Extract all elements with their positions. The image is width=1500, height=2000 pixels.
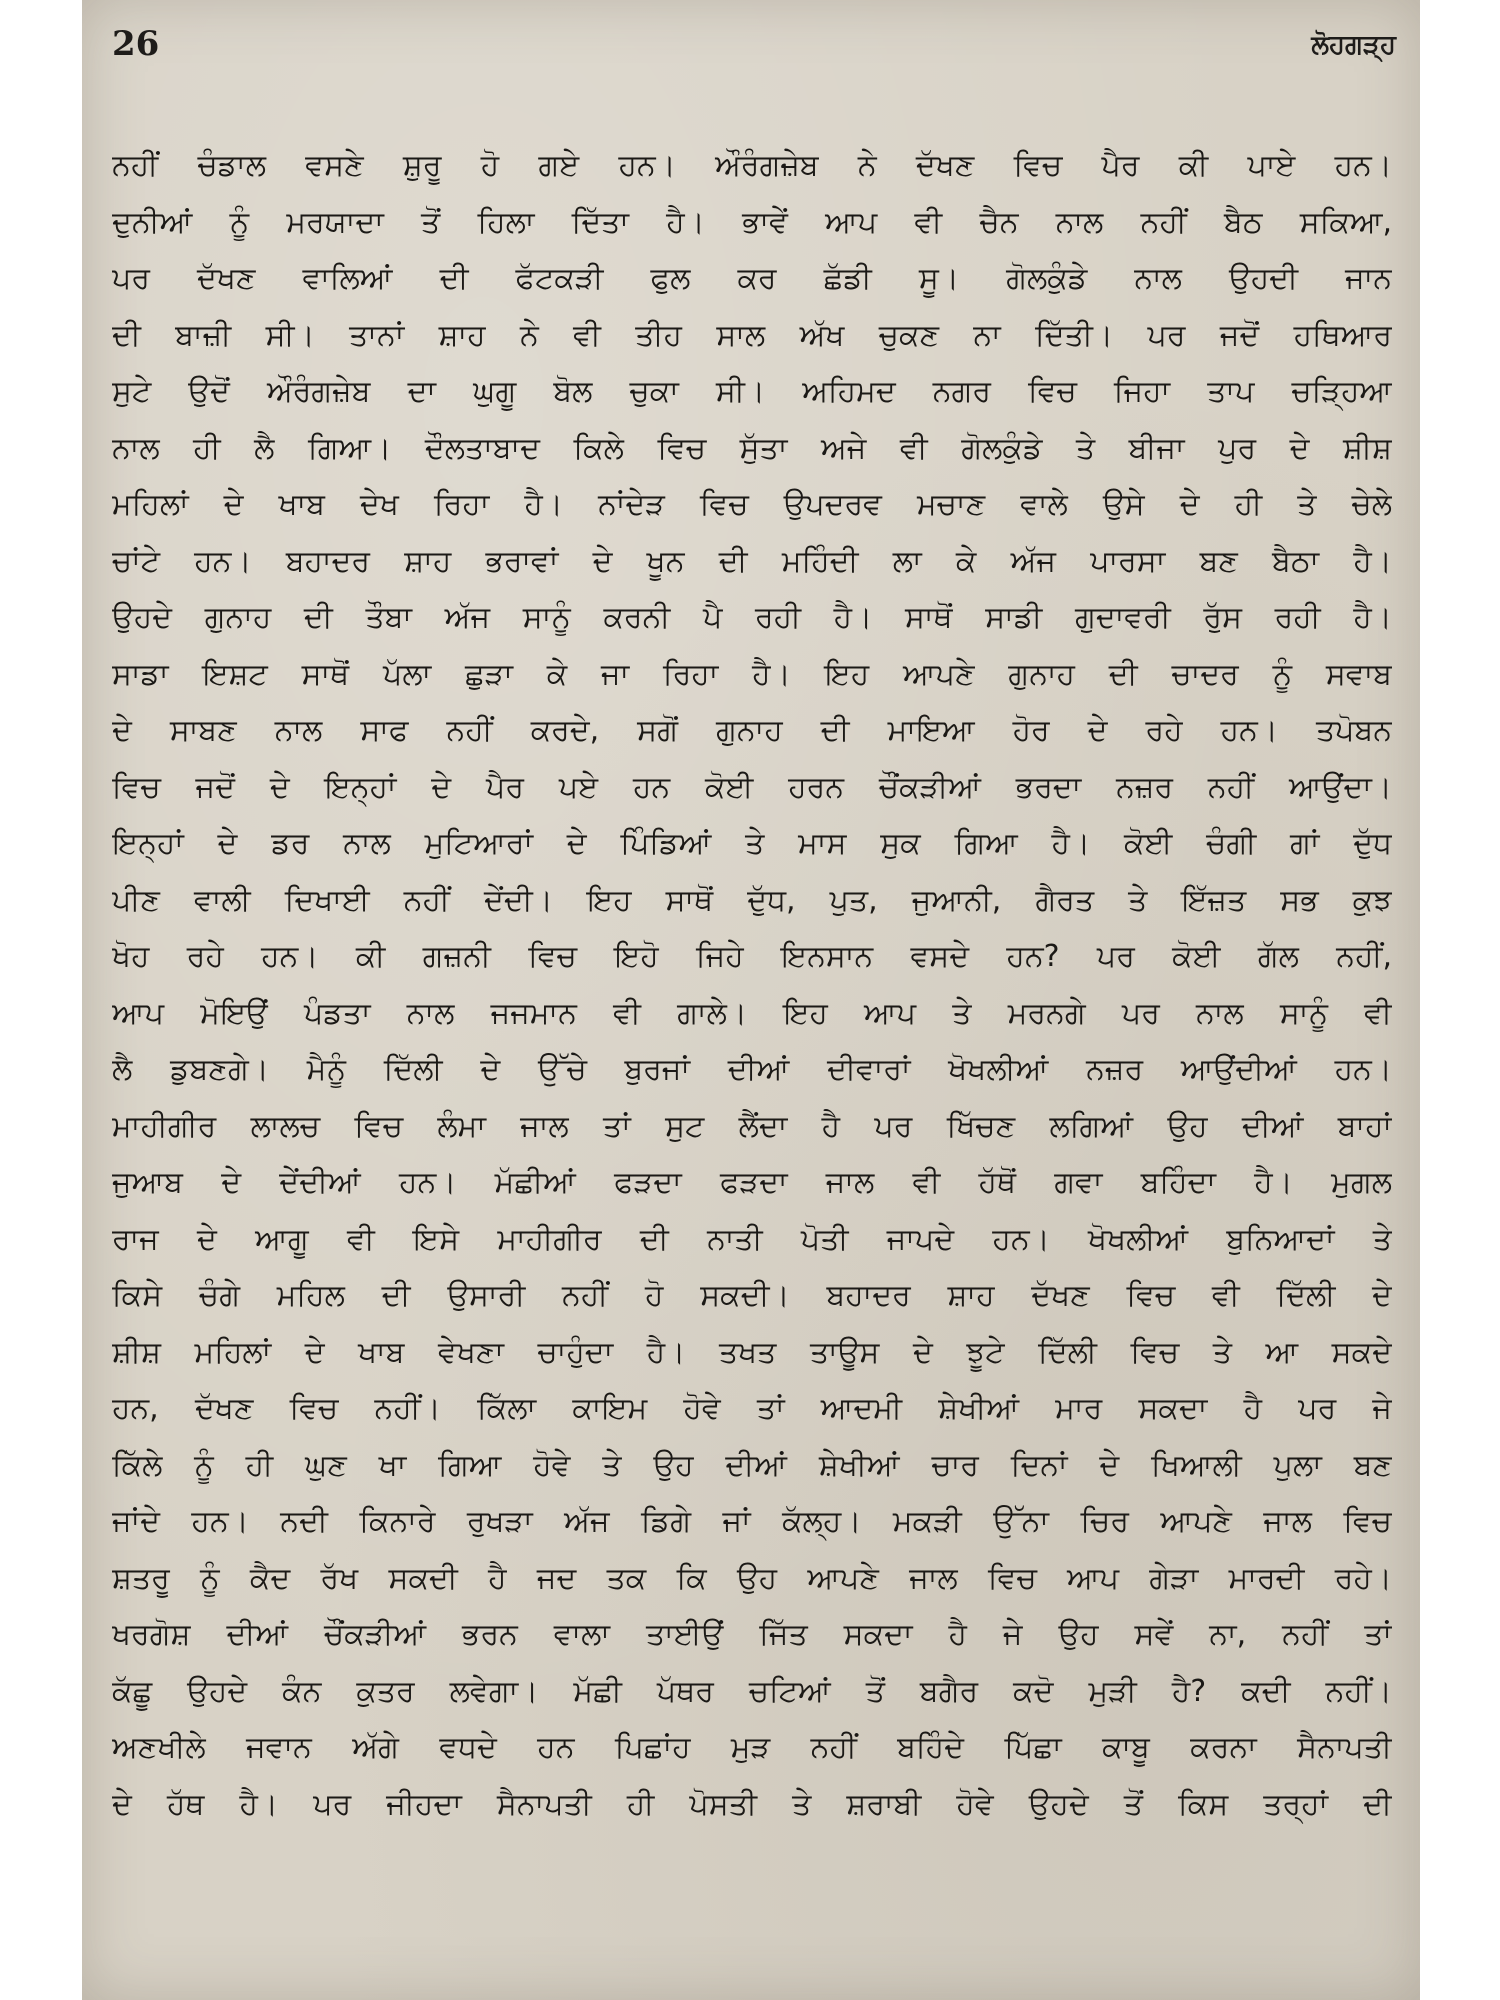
text-line: ਕਿੱਲੇ ਨੂੰ ਹੀ ਘੁਣ ਖਾ ਗਿਆ ਹੋਵੇ ਤੇ ਉਹ ਦੀਆਂ ਸ਼ੇਖੀਆਂ ਚਾਰ ਦਿਨਾਂ ਦੇ ਖਿਆਲੀ ਪੁਲਾ ਬਣ [112,1447,1392,1483]
page-number: 26 [112,24,160,64]
text-line: ਖਰਗੋਸ਼ ਦੀਆਂ ਚੌਂਕੜੀਆਂ ਭਰਨ ਵਾਲਾ ਤਾਈਉਂ ਜਿੱਤ ਸਕਦਾ ਹੈ ਜੇ ਉਹ ਸਵੇਂ ਨਾ, ਨਹੀਂ ਤਾਂ [112,1617,1392,1652]
text-line: ਆਪ ਮੋਇਉਂ ਪੰਡਤਾ ਨਾਲ ਜਜਮਾਨ ਵੀ ਗਾਲੇ। ਇਹ ਆਪ ਤੇ ਮਰਨਗੇ ਪਰ ਨਾਲ ਸਾਨੂੰ ਵੀ [112,995,1392,1031]
body-text [112,138,1392,1833]
text-line: ਹਨ, ਦੱਖਣ ਵਿਚ ਨਹੀਂ। ਕਿੱਲਾ ਕਾਇਮ ਹੋਵੇ ਤਾਂ ਆਦਮੀ ਸ਼ੇਖੀਆਂ ਮਾਰ ਸਕਦਾ ਹੈ ਪਰ ਜੇ [112,1391,1392,1426]
text-line: ਪਰ ਦੱਖਣ ਵਾਲਿਆਂ ਦੀ ਫੱਟਕੜੀ ਫੁਲ ਕਰ ਛੱਡੀ ਸੂ। ਗੋਲਕੁੰਡੇ ਨਾਲ ਉਹਦੀ ਜਾਨ [112,261,1392,296]
text-line: ਮਹਿਲਾਂ ਦੇ ਖਾਬ ਦੇਖ ਰਿਹਾ ਹੈ। ਨਾਂਦੇੜ ਵਿਚ ਉਪਦਰਵ ਮਚਾਣ ਵਾਲੇ ਉਸੇ ਦੇ ਹੀ ਤੇ ਚੇਲੇ [112,487,1392,522]
text-line: ਦੁਨੀਆਂ ਨੂੰ ਮਰਯਾਦਾ ਤੋਂ ਹਿਲਾ ਦਿੱਤਾ ਹੈ। ਭਾਵੇਂ ਆਪ ਵੀ ਚੈਨ ਨਾਲ ਨਹੀਂ ਬੈਠ ਸਕਿਆ, [112,204,1392,240]
text-line: ਨਾਲ ਹੀ ਲੈ ਗਿਆ। ਦੌਲਤਾਬਾਦ ਕਿਲੇ ਵਿਚ ਸੁੱਤਾ ਅਜੇ ਵੀ ਗੋਲਕੁੰਡੇ ਤੇ ਬੀਜਾ ਪੁਰ ਦੇ ਸ਼ੀਸ਼ [112,430,1392,466]
text-line: ਲੈ ਡੁਬਣਗੇ। ਮੈਨੂੰ ਦਿੱਲੀ ਦੇ ਉੱਚੇ ਬੁਰਜਾਂ ਦੀਆਂ ਦੀਵਾਰਾਂ ਖੋਖਲੀਆਂ ਨਜ਼ਰ ਆਉਂਦੀਆਂ ਹਨ। [112,1052,1392,1087]
text-line: ਜੁਆਬ ਦੇ ਦੇਂਦੀਆਂ ਹਨ। ਮੱਛੀਆਂ ਫੜਦਾ ਫੜਦਾ ਜਾਲ ਵੀ ਹੱਥੋਂ ਗਵਾ ਬਹਿੰਦਾ ਹੈ। ਮੁਗਲ [112,1165,1392,1200]
text-line: ਸਾਡਾ ਇਸ਼ਟ ਸਾਥੋਂ ਪੱਲਾ ਛੁੜਾ ਕੇ ਜਾ ਰਿਹਾ ਹੈ। ਇਹ ਆਪਣੇ ਗੁਨਾਹ ਦੀ ਚਾਦਰ ਨੂੰ ਸਵਾਬ [112,656,1392,692]
text-line: ਉਹਦੇ ਗੁਨਾਹ ਦੀ ਤੌਬਾ ਅੱਜ ਸਾਨੂੰ ਕਰਨੀ ਪੈ ਰਹੀ ਹੈ। ਸਾਥੋਂ ਸਾਡੀ ਗੁਦਾਵਰੀ ਰੁੱਸ ਰਹੀ ਹੈ। [112,600,1392,635]
text-line: ਅਣਖੀਲੇ ਜਵਾਨ ਅੱਗੇ ਵਧਦੇ ਹਨ ਪਿਛਾਂਹ ਮੁੜ ਨਹੀਂ ਬਹਿੰਦੇ ਪਿੱਛਾ ਕਾਬੂ ਕਰਨਾ ਸੈਨਾਪਤੀ [112,1730,1392,1765]
text-line: ਮਾਹੀਗੀਰ ਲਾਲਚ ਵਿਚ ਲੰਮਾ ਜਾਲ ਤਾਂ ਸੁਟ ਲੈਂਦਾ ਹੈ ਪਰ ਖਿੱਚਣ ਲਗਿਆਂ ਉਹ ਦੀਆਂ ਬਾਹਾਂ [112,1108,1392,1144]
text-line: ਦੇ ਹੱਥ ਹੈ। ਪਰ ਜੀਹਦਾ ਸੈਨਾਪਤੀ ਹੀ ਪੋਸਤੀ ਤੇ ਸ਼ਰਾਬੀ ਹੋਵੇ ਉਹਦੇ ਤੋਂ ਕਿਸ ਤਰ੍ਹਾਂ ਦੀ [112,1786,1392,1822]
text-line: ਪੀਣ ਵਾਲੀ ਦਿਖਾਈ ਨਹੀਂ ਦੇਂਦੀ। ਇਹ ਸਾਥੋਂ ਦੁੱਧ, ਪੁਤ, ਜੁਆਨੀ, ਗੈਰਤ ਤੇ ਇੱਜ਼ਤ ਸਭ ਕੁਝ [112,882,1392,918]
text-line: ਕੱਛੂ ਉਹਦੇ ਕੰਨ ਕੁਤਰ ਲਵੇਗਾ। ਮੱਛੀ ਪੱਥਰ ਚਟਿਆਂ ਤੋਂ ਬਗੈਰ ਕਦੋ ਮੁੜੀ ਹੈ? ਕਦੀ ਨਹੀਂ। [112,1673,1392,1709]
running-head: ਲੋਹਗੜ੍ਹ [1311,30,1396,60]
text-line: ਸ਼ਤਰੂ ਨੂੰ ਕੈਦ ਰੱਖ ਸਕਦੀ ਹੈ ਜਦ ਤਕ ਕਿ ਉਹ ਆਪਣੇ ਜਾਲ ਵਿਚ ਆਪ ਗੇੜਾ ਮਾਰਦੀ ਰਹੇ। [112,1560,1392,1596]
text-line: ਦੇ ਸਾਬਣ ਨਾਲ ਸਾਫ ਨਹੀਂ ਕਰਦੇ, ਸਗੋਂ ਗੁਨਾਹ ਦੀ ਮਾਇਆ ਹੋਰ ਦੇ ਰਹੇ ਹਨ। ਤਪੋਬਨ [112,713,1392,748]
text-line: ਜਾਂਦੇ ਹਨ। ਨਦੀ ਕਿਨਾਰੇ ਰੁਖੜਾ ਅੱਜ ਡਿਗੇ ਜਾਂ ਕੱਲ੍ਹ। ਮਕੜੀ ਉੱਨਾ ਚਿਰ ਆਪਣੇ ਜਾਲ ਵਿਚ [112,1504,1392,1539]
text-line: ਸ਼ੀਸ਼ ਮਹਿਲਾਂ ਦੇ ਖਾਬ ਵੇਖਣਾ ਚਾਹੁੰਦਾ ਹੈ। ਤਖਤ ਤਾਊਸ ਦੇ ਝੂਟੇ ਦਿੱਲੀ ਵਿਚ ਤੇ ਆ ਸਕਦੇ [112,1334,1392,1370]
text-line: ਨਹੀਂ ਚੰਡਾਲ ਵਸਣੇ ਸ਼ੁਰੂ ਹੋ ਗਏ ਹਨ। ਔਰੰਗਜ਼ੇਬ ਨੇ ਦੱਖਣ ਵਿਚ ਪੈਰ ਕੀ ਪਾਏ ਹਨ। [112,148,1392,183]
text-line: ਇਨ੍ਹਾਂ ਦੇ ਡਰ ਨਾਲ ਮੁਟਿਆਰਾਂ ਦੇ ਪਿੰਡਿਆਂ ਤੇ ਮਾਸ ਸੁਕ ਗਿਆ ਹੈ। ਕੋਈ ਚੰਗੀ ਗਾਂ ਦੁੱਧ [112,826,1392,861]
text-line: ਖੋਹ ਰਹੇ ਹਨ। ਕੀ ਗਜ਼ਨੀ ਵਿਚ ਇਹੋ ਜਿਹੇ ਇਨਸਾਨ ਵਸਦੇ ਹਨ? ਪਰ ਕੋਈ ਗੱਲ ਨਹੀਂ, [112,939,1392,974]
text-line: ਦੀ ਬਾਜ਼ੀ ਸੀ। ਤਾਨਾਂ ਸ਼ਾਹ ਨੇ ਵੀ ਤੀਹ ਸਾਲ ਅੱਖ ਚੁਕਣ ਨਾ ਦਿੱਤੀ। ਪਰ ਜਦੋਂ ਹਥਿਆਰ [112,317,1392,353]
text-line: ਰਾਜ ਦੇ ਆਗੂ ਵੀ ਇਸੇ ਮਾਹੀਗੀਰ ਦੀ ਨਾਤੀ ਪੋਤੀ ਜਾਪਦੇ ਹਨ। ਖੋਖਲੀਆਂ ਬੁਨਿਆਦਾਂ ਤੇ [112,1221,1392,1257]
book-page [82,0,1420,2000]
text-line: ਸੁਟੇ ਉਦੋਂ ਔਰੰਗਜ਼ੇਬ ਦਾ ਘੁਗੂ ਬੋਲ ਚੁਕਾ ਸੀ। ਅਹਿਮਦ ਨਗਰ ਵਿਚ ਜਿਹਾ ਤਾਪ ਚੜ੍ਹਿਆ [112,374,1392,409]
text-line: ਵਿਚ ਜਦੋਂ ਦੇ ਇਨ੍ਹਾਂ ਦੇ ਪੈਰ ਪਏ ਹਨ ਕੋਈ ਹਰਨ ਚੌਂਕੜੀਆਂ ਭਰਦਾ ਨਜ਼ਰ ਨਹੀਂ ਆਉਂਦਾ। [112,769,1392,805]
text-line: ਕਿਸੇ ਚੰਗੇ ਮਹਿਲ ਦੀ ਉਸਾਰੀ ਨਹੀਂ ਹੋ ਸਕਦੀ। ਬਹਾਦਰ ਸ਼ਾਹ ਦੱਖਣ ਵਿਚ ਵੀ ਦਿੱਲੀ ਦੇ [112,1278,1392,1313]
text-line: ਚਾਂਟੇ ਹਨ। ਬਹਾਦਰ ਸ਼ਾਹ ਭਰਾਵਾਂ ਦੇ ਖੂਨ ਦੀ ਮਹਿੰਦੀ ਲਾ ਕੇ ਅੱਜ ਪਾਰਸਾ ਬਣ ਬੈਠਾ ਹੈ। [112,543,1392,579]
